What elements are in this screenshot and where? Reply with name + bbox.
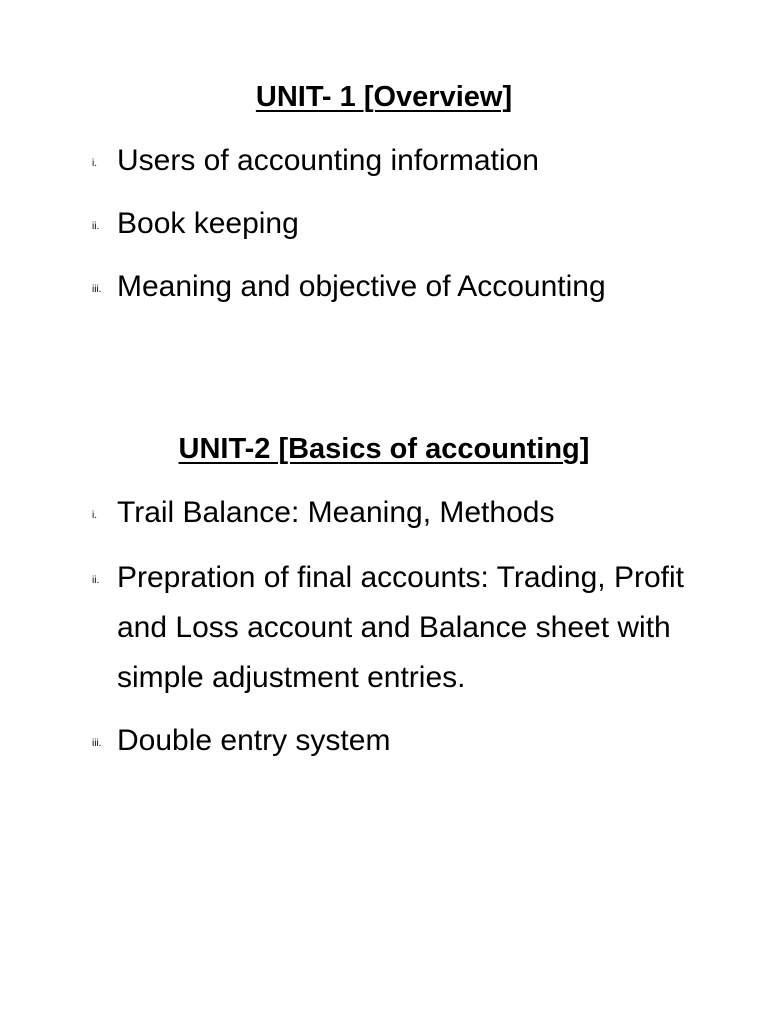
list-marker: iii. bbox=[92, 738, 102, 749]
list-item bbox=[0, 136, 768, 186]
list-marker: iii. bbox=[92, 284, 102, 295]
unit-1-topic-list bbox=[0, 136, 768, 312]
list-item bbox=[0, 199, 768, 249]
list-item-text: Trail Balance: Meaning, Methods bbox=[117, 496, 555, 529]
list-item bbox=[0, 488, 768, 538]
list-marker: ii. bbox=[92, 221, 100, 232]
unit-2-heading: UNIT-2 [Basics of accounting] bbox=[178, 433, 590, 465]
list-item bbox=[0, 553, 768, 703]
list-marker: ii. bbox=[92, 575, 100, 586]
list-item bbox=[0, 262, 768, 312]
list-marker: i. bbox=[92, 510, 97, 521]
list-item-text: Book keeping bbox=[117, 207, 299, 240]
list-item-text: Double entry system bbox=[117, 724, 391, 757]
unit-2-topic-list bbox=[0, 488, 768, 766]
list-item-text: Users of accounting information bbox=[117, 144, 539, 177]
list-item-text: Meaning and objective of Accounting bbox=[117, 270, 606, 303]
list-marker: i. bbox=[92, 158, 97, 169]
unit-1-heading: UNIT- 1 [Overview] bbox=[255, 81, 513, 113]
list-item-text: Prepration of final accounts: Trading, Profit and Loss account and Balance sheet with simple adjustment entries. bbox=[117, 561, 684, 694]
list-item bbox=[0, 716, 768, 766]
